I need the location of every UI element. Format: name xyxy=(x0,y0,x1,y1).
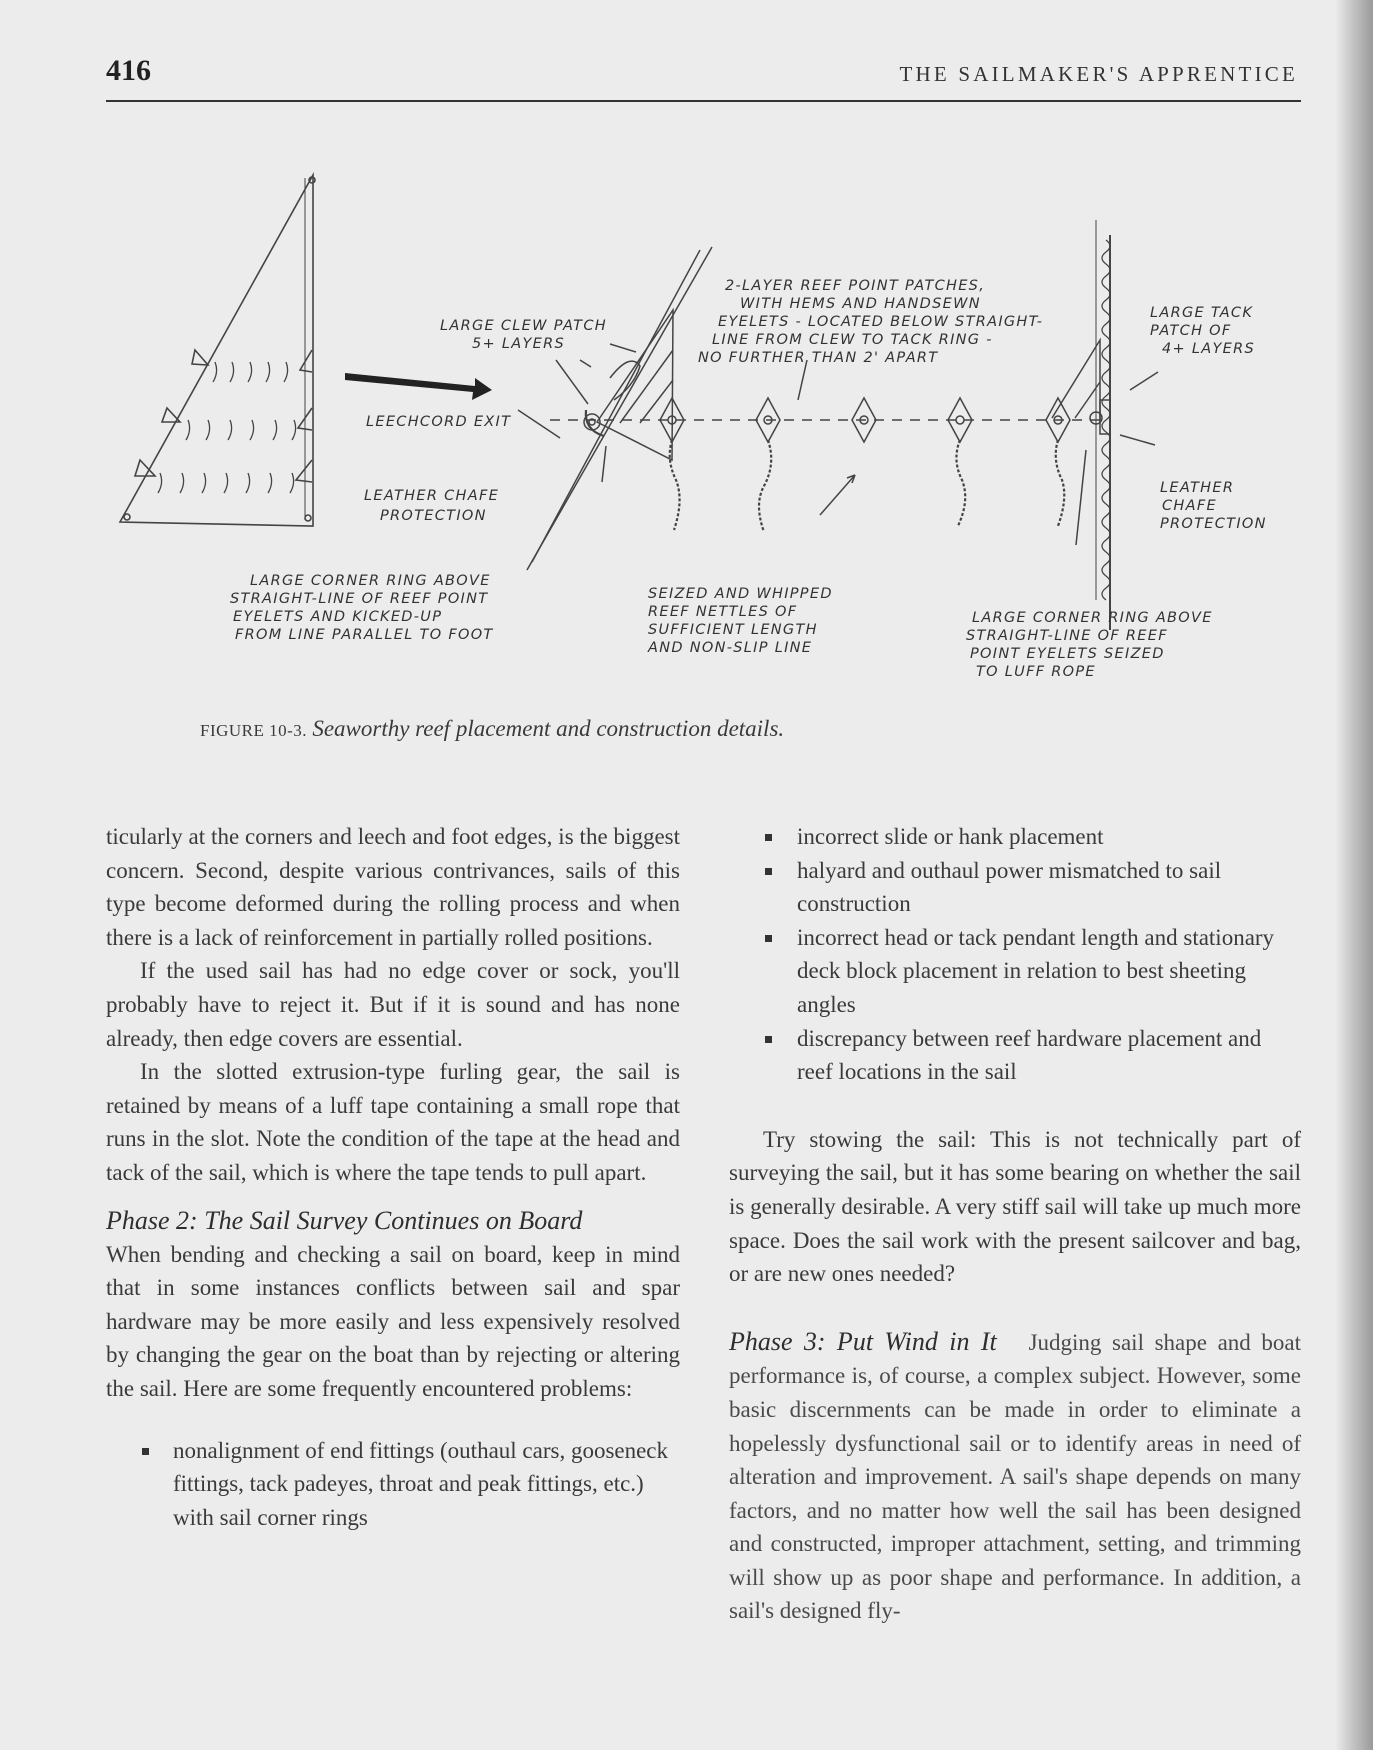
problem-list-continued xyxy=(729,820,1301,1089)
figure-10-3 xyxy=(100,160,1300,700)
right-column xyxy=(729,820,1301,1628)
label: FROM LINE PARALLEL TO FOOT xyxy=(235,627,494,643)
label: 5+ LAYERS xyxy=(472,336,565,352)
label: STRAIGHT-LINE OF REEF xyxy=(966,628,1168,644)
label: TO LUFF ROPE xyxy=(976,664,1096,680)
bullet-icon xyxy=(765,868,772,875)
left-column xyxy=(106,820,680,1534)
reef-diagram xyxy=(100,160,1300,700)
header-rule xyxy=(106,100,1301,102)
label: PATCH OF xyxy=(1150,323,1232,339)
figure-caption xyxy=(200,716,784,742)
label: SEIZED AND WHIPPED xyxy=(648,586,833,602)
bullet-icon xyxy=(142,1448,149,1455)
label: PROTECTION xyxy=(380,508,487,524)
problem-list xyxy=(106,1434,680,1535)
caption-text: Seaworthy reef placement and construction details. xyxy=(312,716,785,741)
paragraph: In the slotted extrusion-type furling gear, the sail is retained by means of a luff tape containing a small rope that runs in the slot. Note the condition of the tape at the head and tack of the sail, which is where the tape tends to pull apart. xyxy=(106,1059,680,1185)
section-heading-phase-2: Phase 2: The Sail Survey Continues on Board xyxy=(106,1205,583,1235)
figure-labels xyxy=(230,278,1267,680)
running-head: THE SAILMAKER'S APPRENTICE xyxy=(899,62,1298,86)
label: LARGE CORNER RING ABOVE xyxy=(250,573,491,589)
direction-arrow xyxy=(345,373,492,400)
label: NO FURTHER THAN 2' APART xyxy=(698,350,939,366)
list-item: incorrect head or tack pendant length and stationary deck block placement in relation to best sheeting angles xyxy=(729,921,1301,1022)
section-heading-phase-3: Phase 3: Put Wind in It xyxy=(729,1326,997,1356)
label: LEECHCORD EXIT xyxy=(366,414,512,430)
label: WITH HEMS AND HANDSEWN xyxy=(740,296,981,312)
paragraph: If the used sail has had no edge cover or sock, you'll probably have to reject it. But if it is sound and has none already, then edge covers are essential. xyxy=(106,958,680,1051)
page-number: 416 xyxy=(106,54,151,87)
label: LEATHER xyxy=(1160,480,1235,496)
list-item: discrepancy between reef hardware placement and reef locations in the sail xyxy=(729,1022,1301,1089)
paragraph: When bending and checking a sail on board, keep in mind that in some instances conflicts between sail and spar hardware may be more easily and less expensively resolved by changing the gear on the boat than by rejecting or altering the sail. Here are some frequently encountered problems: xyxy=(106,1241,680,1401)
label: 4+ LAYERS xyxy=(1162,341,1255,357)
label: LEATHER CHAFE xyxy=(364,488,500,504)
list-item: nonalignment of end fittings (outhaul cars, gooseneck fittings, tack padeyes, throat and peak fittings, etc.) with sail corner rings xyxy=(106,1434,680,1535)
label: LARGE TACK xyxy=(1150,305,1254,321)
paragraph-text: Judging sail shape and boat performance is, of course, a complex subject. However, some basic discernments can be made in order to eliminate a hopelessly dysfunctional sail or to identify areas in need of alteration and improvement. A sail's shape depends on many factors, and no matter how well the sail has been designed and constructed, improper attachment, setting, and trimming will show up as poor shape and performance. In addition, a sail's designed fly- xyxy=(729,1329,1301,1624)
label: REEF NETTLES OF xyxy=(648,604,798,620)
label: PROTECTION xyxy=(1160,516,1267,532)
page-edge-shadow xyxy=(1335,0,1373,1750)
label: AND NON-SLIP LINE xyxy=(648,640,813,656)
label: LINE FROM CLEW TO TACK RING - xyxy=(712,332,993,348)
bullet-icon xyxy=(765,834,772,841)
paragraph-phase-3 xyxy=(729,1325,1301,1628)
list-item: halyard and outhaul power mismatched to sail construction xyxy=(729,854,1301,921)
label: CHAFE xyxy=(1162,498,1217,514)
label: LARGE CORNER RING ABOVE xyxy=(972,610,1213,626)
sail-outline xyxy=(120,175,313,526)
bullet-icon xyxy=(765,935,772,942)
label: 2-LAYER REEF POINT PATCHES, xyxy=(725,278,986,294)
label: POINT EYELETS SEIZED xyxy=(970,646,1165,662)
label: SUFFICIENT LENGTH xyxy=(648,622,818,638)
bullet-icon xyxy=(765,1036,772,1043)
label: LARGE CLEW PATCH xyxy=(440,318,607,334)
paragraph: Try stowing the sail: This is not technically part of surveying the sail, but it has some bearing on whether the sail is generally desirable. A very stiff sail will take up much more space. Does the sail work with the present sailcover and bag, or are new ones needed? xyxy=(729,1126,1301,1287)
label: STRAIGHT-LINE OF REEF POINT xyxy=(230,591,489,607)
list-item: incorrect slide or hank placement xyxy=(729,820,1301,854)
label: EYELETS - LOCATED BELOW STRAIGHT- xyxy=(718,314,1044,330)
label: EYELETS AND KICKED-UP xyxy=(233,609,443,625)
caption-label: FIGURE 10-3. xyxy=(200,721,308,740)
paragraph: ticularly at the corners and leech and foot edges, is the biggest concern. Second, despite various contrivances, sails of this type become deformed during the rolling process and when there is a lack of reinforcement in partially rolled positions. xyxy=(106,824,680,950)
